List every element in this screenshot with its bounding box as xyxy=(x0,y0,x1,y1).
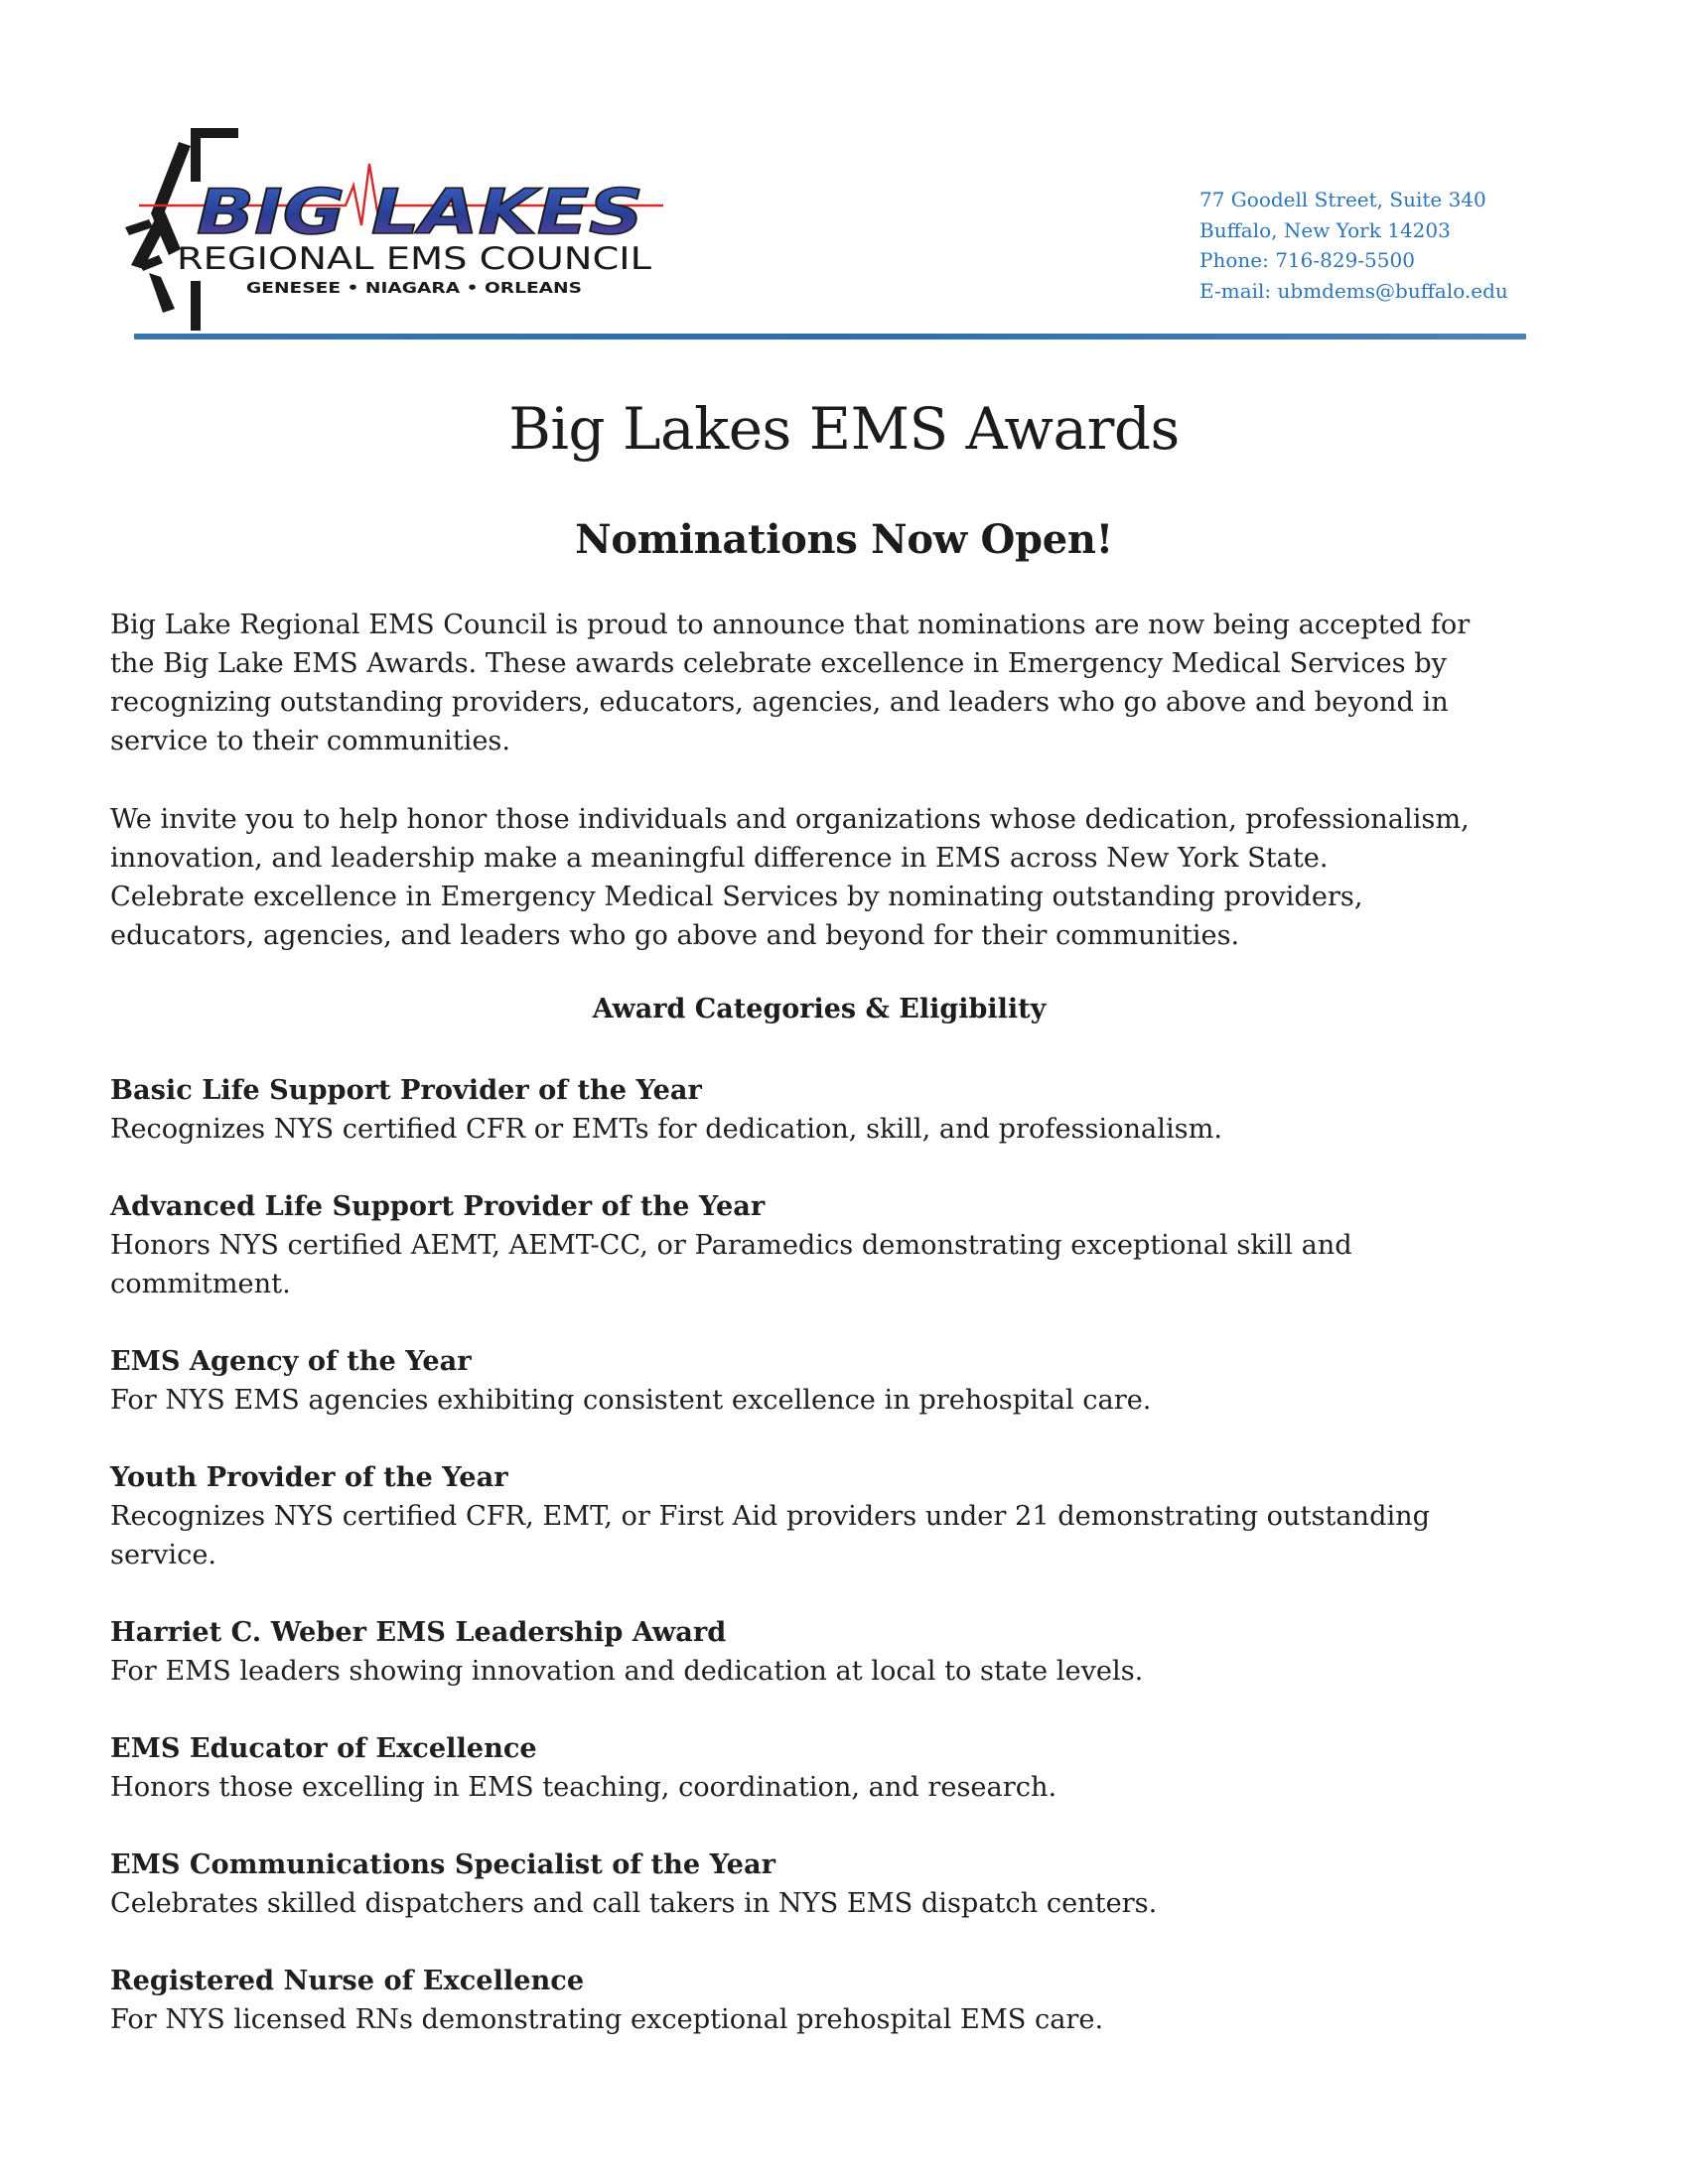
award-name: EMS Agency of the Year xyxy=(110,1345,472,1377)
contact-phone: Phone: 716-829-5500 xyxy=(1199,248,1415,272)
contact-street: 77 Goodell Street, Suite 340 xyxy=(1199,188,1486,211)
award-item xyxy=(110,1613,1580,1691)
award-item xyxy=(110,1845,1580,1923)
paragraph-line: the Big Lake EMS Awards. These awards celebrate excellence in Emergency Medical Services by xyxy=(110,648,1448,679)
logo-counties-text: GENESEE • NIAGARA • ORLEANS xyxy=(246,279,582,297)
contact-email[interactable]: E-mail: ubmdems@buffalo.edu xyxy=(1199,278,1508,303)
award-item xyxy=(110,1729,1580,1807)
paragraph-line: We invite you to help honor those individuals and organizations whose dedication, professionalism, xyxy=(110,804,1470,835)
award-name: Basic Life Support Provider of the Year xyxy=(110,1074,702,1106)
award-name: EMS Educator of Excellence xyxy=(110,1732,537,1764)
header-divider xyxy=(134,334,1526,340)
invite-paragraph xyxy=(110,800,1580,955)
award-description: commitment. xyxy=(110,1269,291,1299)
award-description: service. xyxy=(110,1540,217,1570)
paragraph-line: innovation, and leadership make a meaningful difference in EMS across New York State. xyxy=(110,843,1329,874)
award-description: Celebrates skilled dispatchers and call takers in NYS EMS dispatch centers. xyxy=(110,1888,1158,1919)
contact-block xyxy=(1199,185,1617,306)
award-description: Honors NYS certified AEMT, AEMT-CC, or Paramedics demonstrating exceptional skill and xyxy=(110,1230,1352,1261)
award-item xyxy=(110,1458,1580,1574)
award-name: Youth Provider of the Year xyxy=(110,1461,508,1493)
intro-paragraph xyxy=(110,606,1580,760)
award-item xyxy=(110,1071,1580,1149)
award-name: Registered Nurse of Excellence xyxy=(110,1965,585,1996)
award-description: Honors those excelling in EMS teaching, coordination, and research. xyxy=(110,1772,1057,1803)
paragraph-line: educators, agencies, and leaders who go above and beyond for their communities. xyxy=(110,920,1240,951)
award-name: Advanced Life Support Provider of the Year xyxy=(110,1190,766,1222)
logo-subtitle-text: REGIONAL EMS COUNCIL xyxy=(177,241,652,277)
award-name: Harriet C. Weber EMS Leadership Award xyxy=(110,1616,727,1648)
page-subtitle: Nominations Now Open! xyxy=(575,516,1113,563)
award-description: For NYS licensed RNs demonstrating exceptional prehospital EMS care. xyxy=(110,2004,1104,2035)
paragraph-line: recognizing outstanding providers, educators, agencies, and leaders who go above and beyond in xyxy=(110,687,1449,718)
award-description: Recognizes NYS certified CFR, EMT, or First Aid providers under 21 demonstrating outstanding xyxy=(110,1501,1431,1532)
paragraph-line: Celebrate excellence in Emergency Medical Services by nominating outstanding providers, xyxy=(110,882,1363,912)
award-item xyxy=(110,1342,1580,1420)
logo-brand-text: BIG LAKES xyxy=(197,176,643,248)
page-title: Big Lakes EMS Awards xyxy=(508,395,1180,463)
big-lakes-logo xyxy=(119,124,675,338)
award-name: EMS Communications Specialist of the Year xyxy=(110,1848,775,1880)
award-description: Recognizes NYS certified CFR or EMTs for dedication, skill, and professionalism. xyxy=(110,1114,1223,1145)
award-description: For EMS leaders showing innovation and dedication at local to state levels. xyxy=(110,1656,1144,1687)
contact-city: Buffalo, New York 14203 xyxy=(1199,217,1451,242)
categories-heading: Award Categories & Eligibility xyxy=(592,994,1047,1024)
award-item xyxy=(110,1962,1580,2039)
award-description: For NYS EMS agencies exhibiting consistent excellence in prehospital care. xyxy=(110,1385,1152,1416)
paragraph-line: Big Lake Regional EMS Council is proud to announce that nominations are now being accepted for xyxy=(110,610,1471,640)
award-item xyxy=(110,1187,1580,1303)
paragraph-line: service to their communities. xyxy=(110,726,511,756)
